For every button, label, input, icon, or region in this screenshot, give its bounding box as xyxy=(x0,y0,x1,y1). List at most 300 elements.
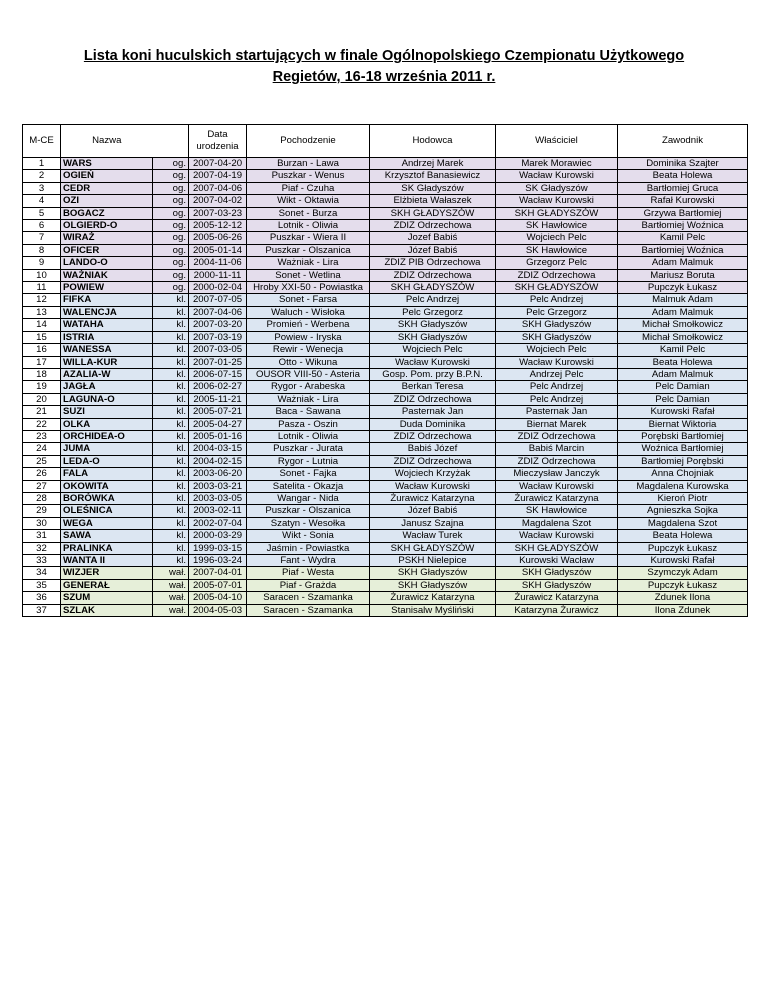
cell-data-urodzenia: 1996-03-24 xyxy=(189,555,247,567)
cell-lp: 21 xyxy=(23,406,61,418)
cell-zawodnik: Michał Smołkowicz xyxy=(618,319,748,331)
cell-data-urodzenia: 2005-12-12 xyxy=(189,220,247,232)
cell-wlasciciel: Pelc Grzegorz xyxy=(496,306,618,318)
cell-hodowca: Józef Babiś xyxy=(370,244,496,256)
table-row xyxy=(23,244,748,256)
table-row xyxy=(23,480,748,492)
table-row xyxy=(23,505,748,517)
cell-zawodnik: Bartłomiej Woźnica xyxy=(618,244,748,256)
table-body xyxy=(23,158,748,617)
cell-data-urodzenia: 2007-03-20 xyxy=(189,319,247,331)
cell-lp: 16 xyxy=(23,344,61,356)
cell-nazwa: SZUM xyxy=(61,592,153,604)
cell-wlasciciel: Andrzej Pelc xyxy=(496,368,618,380)
table-row xyxy=(23,592,748,604)
header-zawodnik: Zawodnik xyxy=(618,125,748,158)
table-row xyxy=(23,567,748,579)
cell-data-urodzenia: 2007-07-05 xyxy=(189,294,247,306)
cell-wlasciciel: SKH Gładyszów xyxy=(496,579,618,591)
cell-data-urodzenia: 2005-01-14 xyxy=(189,244,247,256)
cell-lp: 2 xyxy=(23,170,61,182)
cell-zawodnik: Grzywa Bartłomiej xyxy=(618,207,748,219)
cell-pochodzenie: Jaśmin - Powiastka xyxy=(247,542,370,554)
cell-hodowca: Gosp. Pom. przy B.P.N. xyxy=(370,368,496,380)
cell-pochodzenie: Sonet - Farsa xyxy=(247,294,370,306)
cell-nazwa: WANESSA xyxy=(61,344,153,356)
cell-rasa: kl. xyxy=(153,455,189,467)
cell-pochodzenie: Szatyn - Wesołka xyxy=(247,517,370,529)
cell-hodowca: SKH Gładyszów xyxy=(370,331,496,343)
table-row xyxy=(23,282,748,294)
cell-pochodzenie: OUSOR VIII-50 - Asteria xyxy=(247,368,370,380)
cell-lp: 22 xyxy=(23,418,61,430)
cell-pochodzenie: Lotnik - Oliwia xyxy=(247,430,370,442)
cell-wlasciciel: ZDIZ Odrzechowa xyxy=(496,269,618,281)
cell-hodowca: Andrzej Marek xyxy=(370,158,496,170)
cell-nazwa: OKOWITA xyxy=(61,480,153,492)
cell-nazwa: OFICER xyxy=(61,244,153,256)
cell-data-urodzenia: 2004-03-15 xyxy=(189,443,247,455)
cell-wlasciciel: Biernat Marek xyxy=(496,418,618,430)
cell-lp: 19 xyxy=(23,381,61,393)
cell-wlasciciel: Pasternak Jan xyxy=(496,406,618,418)
cell-wlasciciel: Mieczysław Janczyk xyxy=(496,468,618,480)
cell-pochodzenie: Puszkar - Olszanica xyxy=(247,505,370,517)
cell-pochodzenie: Baca - Sawana xyxy=(247,406,370,418)
cell-data-urodzenia: 2004-11-06 xyxy=(189,257,247,269)
cell-pochodzenie: Saracen - Szamanka xyxy=(247,604,370,616)
cell-wlasciciel: SK Hawłowice xyxy=(496,244,618,256)
header-rasa xyxy=(153,125,189,158)
cell-nazwa: BOGACZ xyxy=(61,207,153,219)
cell-pochodzenie: Wangar - Nida xyxy=(247,492,370,504)
cell-zawodnik: Pupczyk Łukasz xyxy=(618,542,748,554)
cell-data-urodzenia: 2004-02-15 xyxy=(189,455,247,467)
cell-zawodnik: Beata Holewa xyxy=(618,530,748,542)
cell-lp: 15 xyxy=(23,331,61,343)
cell-nazwa: OZI xyxy=(61,195,153,207)
cell-zawodnik: Mariusz Boruta xyxy=(618,269,748,281)
cell-hodowca: SKH GŁADYSZÓW xyxy=(370,542,496,554)
cell-rasa: kl. xyxy=(153,443,189,455)
cell-hodowca: SKH Gładyszów xyxy=(370,319,496,331)
cell-pochodzenie: Sonet - Fajka xyxy=(247,468,370,480)
cell-hodowca: SKH GŁADYSZÓW xyxy=(370,282,496,294)
cell-nazwa: WIRAŻ xyxy=(61,232,153,244)
cell-lp: 35 xyxy=(23,579,61,591)
table-row xyxy=(23,232,748,244)
cell-hodowca: Berkan Teresa xyxy=(370,381,496,393)
cell-wlasciciel: Wacław Kurowski xyxy=(496,530,618,542)
cell-hodowca: Pasternak Jan xyxy=(370,406,496,418)
cell-data-urodzenia: 2003-02-11 xyxy=(189,505,247,517)
cell-rasa: kl. xyxy=(153,319,189,331)
cell-hodowca: SK Gładyszów xyxy=(370,182,496,194)
cell-zawodnik: Szymczyk Adam xyxy=(618,567,748,579)
table-row xyxy=(23,269,748,281)
cell-data-urodzenia: 2000-03-29 xyxy=(189,530,247,542)
cell-nazwa: GENERAŁ xyxy=(61,579,153,591)
cell-wlasciciel: SKH GŁADYSZÓW xyxy=(496,542,618,554)
cell-hodowca: ZDIZ Odrzechowa xyxy=(370,393,496,405)
cell-nazwa: ORCHIDEA-O xyxy=(61,430,153,442)
cell-rasa: og. xyxy=(153,182,189,194)
cell-pochodzenie: Ważniak - Lira xyxy=(247,257,370,269)
cell-hodowca: Żurawicz Katarzyna xyxy=(370,492,496,504)
cell-nazwa: POWIEW xyxy=(61,282,153,294)
cell-lp: 36 xyxy=(23,592,61,604)
cell-rasa: og. xyxy=(153,195,189,207)
cell-lp: 28 xyxy=(23,492,61,504)
cell-hodowca: ZDIZ PIB Odrzechowa xyxy=(370,257,496,269)
cell-zawodnik: Biernat Wiktoria xyxy=(618,418,748,430)
cell-data-urodzenia: 2007-04-02 xyxy=(189,195,247,207)
cell-hodowca: SKH GŁADYSZÓW xyxy=(370,207,496,219)
cell-data-urodzenia: 2002-07-04 xyxy=(189,517,247,529)
cell-zawodnik: Kurowski Rafał xyxy=(618,406,748,418)
cell-zawodnik: Pupczyk Łukasz xyxy=(618,579,748,591)
cell-data-urodzenia: 2004-05-03 xyxy=(189,604,247,616)
cell-zawodnik: Zdunek Ilona xyxy=(618,592,748,604)
cell-pochodzenie: Waluch - Wisłoka xyxy=(247,306,370,318)
cell-wlasciciel: Marek Morawiec xyxy=(496,158,618,170)
cell-data-urodzenia: 2007-03-05 xyxy=(189,344,247,356)
cell-zawodnik: Pelc Damian xyxy=(618,381,748,393)
cell-pochodzenie: Rygor - Lutnia xyxy=(247,455,370,467)
cell-lp: 14 xyxy=(23,319,61,331)
cell-wlasciciel: SK Hawłowice xyxy=(496,505,618,517)
table-row xyxy=(23,430,748,442)
cell-rasa: kl. xyxy=(153,430,189,442)
cell-nazwa: BORÓWKA xyxy=(61,492,153,504)
cell-nazwa: OLKA xyxy=(61,418,153,430)
cell-nazwa: AZALIA-W xyxy=(61,368,153,380)
cell-data-urodzenia: 2005-01-16 xyxy=(189,430,247,442)
cell-nazwa: WALENCJA xyxy=(61,306,153,318)
cell-lp: 23 xyxy=(23,430,61,442)
cell-wlasciciel: Pelc Andrzej xyxy=(496,294,618,306)
cell-data-urodzenia: 2007-04-20 xyxy=(189,158,247,170)
cell-data-urodzenia: 2007-04-01 xyxy=(189,567,247,579)
cell-zawodnik: Magdalena Kurowska xyxy=(618,480,748,492)
cell-hodowca: Józef Babiś xyxy=(370,505,496,517)
cell-data-urodzenia: 2003-03-05 xyxy=(189,492,247,504)
cell-lp: 9 xyxy=(23,257,61,269)
cell-data-urodzenia: 2003-06-20 xyxy=(189,468,247,480)
cell-hodowca: Pelc Grzegorz xyxy=(370,306,496,318)
cell-lp: 33 xyxy=(23,555,61,567)
cell-data-urodzenia: 2003-03-21 xyxy=(189,480,247,492)
cell-pochodzenie: Wikt - Oktawia xyxy=(247,195,370,207)
cell-hodowca: PSKH Nielepice xyxy=(370,555,496,567)
cell-wlasciciel: SKH Gładyszów xyxy=(496,319,618,331)
cell-rasa: kl. xyxy=(153,555,189,567)
table-row xyxy=(23,517,748,529)
cell-wlasciciel: ZDIZ Odrzechowa xyxy=(496,455,618,467)
cell-hodowca: ZDIZ Odrzechowa xyxy=(370,269,496,281)
cell-zawodnik: Ilona Zdunek xyxy=(618,604,748,616)
cell-wlasciciel: SK Hawłowice xyxy=(496,220,618,232)
cell-nazwa: WIZJER xyxy=(61,567,153,579)
table-row xyxy=(23,468,748,480)
cell-zawodnik: Agnieszka Sojka xyxy=(618,505,748,517)
cell-nazwa: OGIEŃ xyxy=(61,170,153,182)
cell-zawodnik: Woźnica Bartłomiej xyxy=(618,443,748,455)
cell-data-urodzenia: 2007-04-06 xyxy=(189,182,247,194)
cell-hodowca: Jozef Babiś xyxy=(370,232,496,244)
cell-hodowca: Krzysztof Banasiewicz xyxy=(370,170,496,182)
cell-hodowca: Janusz Szajna xyxy=(370,517,496,529)
cell-zawodnik: Pupczyk Łukasz xyxy=(618,282,748,294)
cell-data-urodzenia: 2007-03-23 xyxy=(189,207,247,219)
cell-lp: 24 xyxy=(23,443,61,455)
cell-data-urodzenia: 2000-02-04 xyxy=(189,282,247,294)
cell-rasa: kl. xyxy=(153,542,189,554)
table-row xyxy=(23,381,748,393)
cell-lp: 5 xyxy=(23,207,61,219)
cell-zawodnik: Pelc Damian xyxy=(618,393,748,405)
cell-lp: 27 xyxy=(23,480,61,492)
cell-data-urodzenia: 2007-03-19 xyxy=(189,331,247,343)
cell-nazwa: SAWA xyxy=(61,530,153,542)
cell-lp: 37 xyxy=(23,604,61,616)
cell-nazwa: JUMA xyxy=(61,443,153,455)
header-lp: M-CE xyxy=(23,125,61,158)
cell-zawodnik: Kurowski Rafał xyxy=(618,555,748,567)
cell-rasa: kl. xyxy=(153,480,189,492)
cell-wlasciciel: Katarzyna Żurawicz xyxy=(496,604,618,616)
cell-wlasciciel: Pelc Andrzej xyxy=(496,381,618,393)
header-pochodzenie: Pochodzenie xyxy=(247,125,370,158)
cell-rasa: wał. xyxy=(153,579,189,591)
cell-lp: 8 xyxy=(23,244,61,256)
cell-zawodnik: Adam Malmuk xyxy=(618,368,748,380)
cell-pochodzenie: Powiew - Iryska xyxy=(247,331,370,343)
cell-nazwa: SUZI xyxy=(61,406,153,418)
table-row xyxy=(23,443,748,455)
cell-zawodnik: Malmuk Adam xyxy=(618,294,748,306)
cell-zawodnik: Beata Holewa xyxy=(618,170,748,182)
cell-rasa: kl. xyxy=(153,492,189,504)
cell-nazwa: OLGIERD-O xyxy=(61,220,153,232)
cell-wlasciciel: Wacław Kurowski xyxy=(496,195,618,207)
cell-lp: 18 xyxy=(23,368,61,380)
cell-hodowca: Wojciech Krzyżak xyxy=(370,468,496,480)
cell-pochodzenie: Puszkar - Olszanica xyxy=(247,244,370,256)
cell-lp: 10 xyxy=(23,269,61,281)
cell-lp: 11 xyxy=(23,282,61,294)
table-row xyxy=(23,555,748,567)
cell-zawodnik: Rafał Kurowski xyxy=(618,195,748,207)
cell-hodowca: Wacław Turek xyxy=(370,530,496,542)
cell-zawodnik: Kieroń Piotr xyxy=(618,492,748,504)
cell-wlasciciel: SKH Gładyszów xyxy=(496,331,618,343)
cell-rasa: kl. xyxy=(153,344,189,356)
cell-hodowca: SKH Gładyszów xyxy=(370,567,496,579)
table-row xyxy=(23,294,748,306)
cell-pochodzenie: Saracen - Szamanka xyxy=(247,592,370,604)
cell-rasa: kl. xyxy=(153,517,189,529)
cell-nazwa: CEDR xyxy=(61,182,153,194)
cell-nazwa: WATAHA xyxy=(61,319,153,331)
table-row xyxy=(23,207,748,219)
cell-lp: 26 xyxy=(23,468,61,480)
table-row xyxy=(23,220,748,232)
cell-rasa: wał. xyxy=(153,567,189,579)
table-row xyxy=(23,356,748,368)
cell-wlasciciel: SK Gładyszów xyxy=(496,182,618,194)
table-row xyxy=(23,306,748,318)
cell-pochodzenie: Piaf - Czuha xyxy=(247,182,370,194)
cell-rasa: kl. xyxy=(153,306,189,318)
cell-hodowca: SKH Gładyszów xyxy=(370,579,496,591)
cell-lp: 4 xyxy=(23,195,61,207)
cell-zawodnik: Dominika Szajter xyxy=(618,158,748,170)
cell-rasa: kl. xyxy=(153,406,189,418)
cell-hodowca: ZDIZ Odrzechowa xyxy=(370,430,496,442)
cell-lp: 3 xyxy=(23,182,61,194)
table-row xyxy=(23,406,748,418)
cell-lp: 30 xyxy=(23,517,61,529)
cell-rasa: og. xyxy=(153,244,189,256)
table-row xyxy=(23,331,748,343)
cell-lp: 31 xyxy=(23,530,61,542)
cell-rasa: kl. xyxy=(153,368,189,380)
cell-zawodnik: Kamil Pelc xyxy=(618,232,748,244)
cell-zawodnik: Michał Smołkowicz xyxy=(618,331,748,343)
cell-rasa: kl. xyxy=(153,530,189,542)
cell-nazwa: WAŻNIAK xyxy=(61,269,153,281)
cell-zawodnik: Magdalena Szot xyxy=(618,517,748,529)
cell-wlasciciel: Wacław Kurowski xyxy=(496,170,618,182)
header-hodowca: Hodowca xyxy=(370,125,496,158)
cell-pochodzenie: Lotnik - Oliwia xyxy=(247,220,370,232)
cell-pochodzenie: Puszkar - Jurata xyxy=(247,443,370,455)
cell-pochodzenie: Rygor - Arabeska xyxy=(247,381,370,393)
table-row xyxy=(23,257,748,269)
title-line-2: Regietów, 16-18 września 2011 r. xyxy=(272,69,496,85)
cell-rasa: og. xyxy=(153,269,189,281)
cell-nazwa: WILLA-KUR xyxy=(61,356,153,368)
cell-hodowca: Elżbieta Wałaszek xyxy=(370,195,496,207)
cell-lp: 29 xyxy=(23,505,61,517)
cell-data-urodzenia: 2007-01-25 xyxy=(189,356,247,368)
header-data-urodzenia: Data urodzenia xyxy=(189,125,247,158)
table-row xyxy=(23,418,748,430)
cell-wlasciciel: SKH GŁADYSZÓW xyxy=(496,207,618,219)
cell-data-urodzenia: 2006-07-15 xyxy=(189,368,247,380)
cell-lp: 7 xyxy=(23,232,61,244)
cell-lp: 32 xyxy=(23,542,61,554)
table-row xyxy=(23,542,748,554)
cell-wlasciciel: Wacław Kurowski xyxy=(496,480,618,492)
cell-data-urodzenia: 2005-11-21 xyxy=(189,393,247,405)
cell-data-urodzenia: 2007-04-19 xyxy=(189,170,247,182)
cell-zawodnik: Beata Holewa xyxy=(618,356,748,368)
cell-lp: 25 xyxy=(23,455,61,467)
cell-lp: 1 xyxy=(23,158,61,170)
cell-rasa: og. xyxy=(153,158,189,170)
cell-rasa: wał. xyxy=(153,604,189,616)
cell-lp: 13 xyxy=(23,306,61,318)
header-row xyxy=(23,125,748,158)
cell-wlasciciel: Wacław Kurowski xyxy=(496,356,618,368)
cell-nazwa: SZLAK xyxy=(61,604,153,616)
cell-nazwa: WEGA xyxy=(61,517,153,529)
document-title xyxy=(0,46,768,88)
cell-rasa: kl. xyxy=(153,331,189,343)
cell-rasa: kl. xyxy=(153,418,189,430)
cell-nazwa: WANTA II xyxy=(61,555,153,567)
table-row xyxy=(23,455,748,467)
cell-rasa: og. xyxy=(153,170,189,182)
cell-zawodnik: Anna Chojniak xyxy=(618,468,748,480)
cell-wlasciciel: Żurawicz Katarzyna xyxy=(496,492,618,504)
cell-pochodzenie: Rewir - Wenecja xyxy=(247,344,370,356)
cell-rasa: og. xyxy=(153,257,189,269)
cell-wlasciciel: Kurowski Wacław xyxy=(496,555,618,567)
cell-rasa: og. xyxy=(153,282,189,294)
cell-zawodnik: Adam Malmuk xyxy=(618,257,748,269)
cell-wlasciciel: Wojciech Pelc xyxy=(496,344,618,356)
cell-pochodzenie: Piaf - Westa xyxy=(247,567,370,579)
cell-zawodnik: Bartłomiej Gruca xyxy=(618,182,748,194)
cell-rasa: kl. xyxy=(153,294,189,306)
table-row xyxy=(23,195,748,207)
cell-pochodzenie: Ważniak - Lira xyxy=(247,393,370,405)
horse-list-table xyxy=(22,124,748,617)
cell-zawodnik: Adam Malmuk xyxy=(618,306,748,318)
cell-nazwa: JAGŁA xyxy=(61,381,153,393)
cell-pochodzenie: Otto - Wikuna xyxy=(247,356,370,368)
cell-lp: 6 xyxy=(23,220,61,232)
cell-rasa: og. xyxy=(153,232,189,244)
cell-zawodnik: Porębski Bartłomiej xyxy=(618,430,748,442)
cell-hodowca: Wacław Kurowski xyxy=(370,356,496,368)
cell-rasa: og. xyxy=(153,207,189,219)
table-row xyxy=(23,319,748,331)
cell-nazwa: OLEŚNICA xyxy=(61,505,153,517)
cell-rasa: kl. xyxy=(153,381,189,393)
header-wlasciciel: Właściciel xyxy=(496,125,618,158)
cell-rasa: kl. xyxy=(153,468,189,480)
cell-hodowca: ZDIZ Odrzechowa xyxy=(370,220,496,232)
cell-data-urodzenia: 2005-04-10 xyxy=(189,592,247,604)
table-row xyxy=(23,492,748,504)
table-row xyxy=(23,530,748,542)
cell-pochodzenie: Piaf - Grażda xyxy=(247,579,370,591)
cell-data-urodzenia: 2005-07-21 xyxy=(189,406,247,418)
cell-pochodzenie: Burzan - Lawa xyxy=(247,158,370,170)
cell-data-urodzenia: 1999-03-15 xyxy=(189,542,247,554)
cell-wlasciciel: ZDIZ Odrzechowa xyxy=(496,430,618,442)
cell-nazwa: FALA xyxy=(61,468,153,480)
cell-data-urodzenia: 2005-04-27 xyxy=(189,418,247,430)
cell-rasa: kl. xyxy=(153,393,189,405)
cell-data-urodzenia: 2005-06-26 xyxy=(189,232,247,244)
cell-pochodzenie: Pasza - Oszin xyxy=(247,418,370,430)
cell-wlasciciel: Babiś Marcin xyxy=(496,443,618,455)
cell-wlasciciel: Grzegorz Pelc xyxy=(496,257,618,269)
cell-pochodzenie: Fant - Wydra xyxy=(247,555,370,567)
cell-pochodzenie: Puszkar - Wiera II xyxy=(247,232,370,244)
cell-zawodnik: Bartłomiej Porębski xyxy=(618,455,748,467)
cell-pochodzenie: Puszkar - Wenus xyxy=(247,170,370,182)
cell-wlasciciel: SKH GŁADYSZÓW xyxy=(496,282,618,294)
cell-wlasciciel: Pelc Andrzej xyxy=(496,393,618,405)
cell-pochodzenie: Satelita - Okazja xyxy=(247,480,370,492)
cell-rasa: wał. xyxy=(153,592,189,604)
